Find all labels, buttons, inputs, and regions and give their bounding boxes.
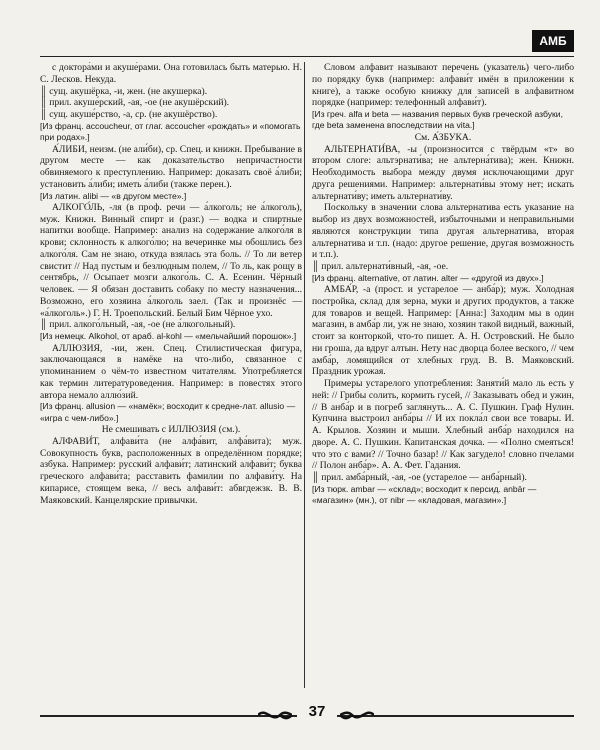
page-footer	[40, 701, 574, 725]
header-rule	[40, 56, 574, 57]
column-divider	[304, 62, 305, 688]
derived-form: ║ прил. амба́рный, -ая, -ое (устарелое — анба́рный).	[312, 472, 527, 484]
page-number: 37	[297, 703, 337, 720]
entry-alkogol: АЛКОГО́ЛЬ, -ля (в проф. речи — а́лкоголь; не а́лкоголь), муж. Книжн. Винный спирт и (разг.) — водка и спиртные напитки вообще. Например: анализ на содержание алкого́ля в крови; склонность к алкого́лю; на вечеринке мы обошлись без алкого́ля. Сам не знаю, откуда взялась эта боль. // То ли ветер свистит // Над пустым и безлюдным полем, // То ль, как рощу в сентябрь, // Осыпает мозги алкого́ль. С. А. Есенин. Чёрный человек. — Я обязан доставить собаку по месту назначения... Возможно, его хозяина а́лкоголь заел. (Так и произнёс — «а́лкоголь».) Г. Н. Троепольский. Белый Бим Чёрное ухо.	[40, 201, 302, 319]
ornament-left-icon	[258, 707, 292, 723]
cross-reference: Не смешивать с ИЛЛЮЗИЯ (см.).	[101, 424, 241, 436]
section-tab: АМБ	[532, 30, 574, 52]
etymology: [Из франц. alternative, от латин. alter — «другой из двух».]	[312, 272, 544, 283]
etymology: [Из латин. alibi — «в другом месте».]	[40, 190, 187, 201]
derived-form: ║ прил. алкого́льный, -ая, -ое (не а́лкогольный).	[40, 319, 236, 331]
entry-text: с доктора́ми и акуше́рами. Она готовилась быть матерью. Н. С. Лесков. Некуда.	[40, 62, 302, 85]
derived-form: ║ прил. акуше́рский, -ая, -ое (не акушёрский).	[40, 97, 230, 109]
usage-note: Поскольку в значении слова альтернатива есть указание на выбор из двух возможностей, избыточными и неправильными являются конструкции типа другая альтернатива, вторая альтернатива и т.п. (надо: другое решение, другая возможность и т.п.).	[312, 202, 574, 261]
etymology: [Из франц. allusion — «намёк»; восходит к средне-лат. allusio — «игра с чем-либо».]	[40, 401, 296, 423]
entry-alfavit: АЛФАВИ́Т, алфави́та (не алфа́вит, алфа́вита); муж. Совокупность букв, расположенных в определённом порядке; азбука. Например: русский алфави́т; латинский алфави́т; буква греческого алфави́та; расставить фамилии по алфави́ту. На кипарисе, стоящем века, // весь алфави́т: абвгдежзк. В. В. Маяковский. Канцелярские привычки.	[40, 435, 302, 506]
etymology: [Из немецк. Alkohol, от араб. al-kohl — «мельчайший порошок».]	[40, 331, 297, 342]
etymology: [Из греч. alfa и beta — названия первых букв греческой азбуки, где beta заменена впоследствии на vita.]	[312, 109, 563, 131]
etymology: [Из тюрк. ambar — «склад»; восходит к персид. anbār — «магазин» (мн.), от nibr — «кладовая, магазин».]	[312, 483, 537, 506]
usage-examples: Примеры устарелого употребления: Заняти́й мало ль есть у ней: // Грибы солить, кормить гусей, // Заказывать обед и ужин, // В анба́р и в погреб заглянуть... А. С. Пушкин. Граф Нулин. Купчина выстроил анба́ры // И их покла́л свои все товары. И. А. Крылов. Хозяин и мыши. Хлебный анба́р находился на дворе. А. С. Пушкин. Капитанская дочка. — «Полно смеяться! что это с вами? // Точно базар! // Как загудело! словно пчелами // Полон анба́р». А. А. Фет. Гадания.	[312, 378, 574, 472]
left-column	[40, 62, 302, 694]
cross-reference: См. А́ЗБУКА.	[414, 131, 472, 143]
entry-alternativa: АЛЬТЕРНАТИ́ВА, -ы (произносится с твёрдым «т» во втором слоге: альтэрнати́ва; не альтерна́тива); жен. Книжн. Необходимость выбора между двумя исключающими друг друга решениями. Например: альтернати́вы этому нет; искать альтернати́ву; иметь альтернати́ву.	[312, 143, 574, 202]
derived-form: ║ прил. альтернати́вный, -ая, -ое.	[312, 261, 449, 273]
derived-form: ║ сущ. акуше́рство, -а, ср. (не акушёрство).	[40, 109, 218, 120]
entry-alibi: А́ЛИБИ, неизм. (не али́би), ср. Спец. и книжн. Пребывание в другом месте — как доказательство непричастности обвиняемого к преступлению. Например: доказать своё а́либи; установить а́либи; иметь а́либи (также перен.).	[40, 143, 302, 190]
right-column	[312, 62, 574, 694]
ornament-right-icon	[340, 707, 374, 723]
entry-ambar: АМБА́Р, -а (прост. и устарелое — анба́р); муж. Холодная постройка, склад для зерна, муки и других продуктов, а также для товаров и вещей. Например: [Анна:] Заходим мы в один магазин, в амба́р ли, уж не знаю, хозяин такой видный, важный, стоит за конторкой, что-то пишет. А. Н. Островский. Не было ни гроша, да вдруг алтын. Нету нас дворца более веского, // чем амба́р, ломящийся от хлебных груд. В. В. Маяковский. Праздник урожая.	[312, 284, 574, 378]
entry-text: Словом алфавит называют перечень (указатель) чего-либо по порядку букв (например: алфави́т имён в приложении к книге), а также особую книжку для записей в алфавитном порядке (например: телефонный алфави́т).	[312, 62, 574, 109]
derived-form: ║ сущ. акушёрка, -и, жен. (не акушерка).	[40, 85, 208, 97]
etymology: [Из франц. accoucheur, от глаг. accoucher «рождать» и «помогать при родах».]	[40, 120, 301, 143]
entry-allyuziya: АЛЛЮЗИЯ, -ии, жен. Спец. Стилистическая фигура, заключающаяся в намёке на что-либо, связанное с упоминанием о чём-то известном читателям. Употребляется как термин литературоведения. Например: в повестях этого автора немало аллю́зий.	[40, 342, 302, 401]
